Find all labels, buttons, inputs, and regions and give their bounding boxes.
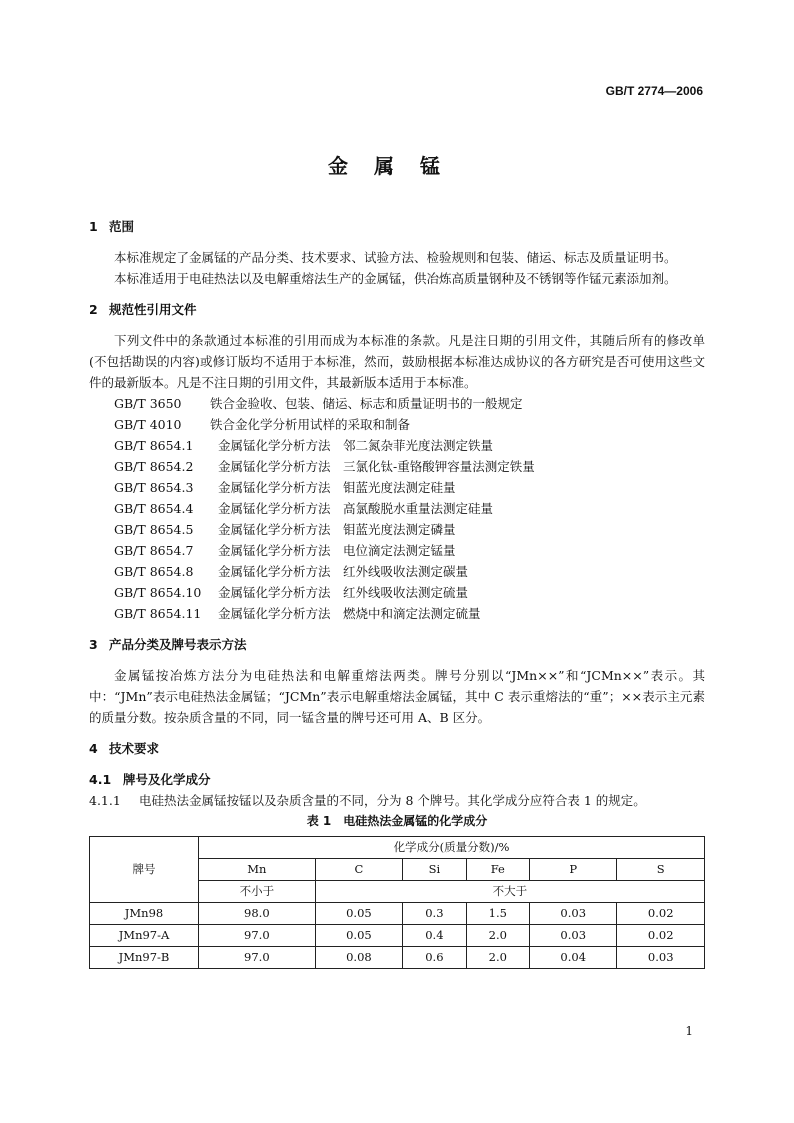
reference-code: GB/T 8654.10	[114, 585, 202, 600]
reference-title: 金属锰化学分析方法 邻二氮杂菲光度法测定铁量	[218, 438, 494, 453]
element-header: S	[617, 859, 705, 881]
clause-number: 4.1.1	[89, 793, 121, 808]
subsection-heading	[89, 769, 705, 790]
grade-cell: JMn97-B	[90, 947, 199, 969]
reference-code: GB/T 8654.1	[114, 438, 194, 453]
value-cell: 0.03	[530, 903, 617, 925]
value-cell: 2.0	[466, 925, 529, 947]
reference-item	[114, 477, 705, 498]
section-title: 范围	[109, 219, 135, 234]
reference-list	[89, 393, 705, 624]
reference-item	[114, 414, 705, 435]
reference-code: GB/T 8654.4	[114, 501, 194, 516]
section-title: 规范性引用文件	[109, 302, 197, 317]
element-header: Si	[403, 859, 466, 881]
section-number: 3	[89, 637, 98, 652]
reference-code: GB/T 8654.8	[114, 564, 194, 579]
document-body	[89, 216, 705, 969]
reference-item	[114, 519, 705, 540]
reference-item	[114, 603, 705, 624]
grade-cell: JMn97-A	[90, 925, 199, 947]
table-row	[90, 903, 705, 925]
value-cell: 2.0	[466, 947, 529, 969]
value-cell: 0.02	[617, 925, 705, 947]
reference-code: GB/T 8654.11	[114, 606, 202, 621]
document-title: 金属锰	[328, 154, 466, 178]
reference-item	[114, 498, 705, 519]
section-title: 技术要求	[109, 741, 160, 756]
table-row	[90, 925, 705, 947]
chemical-composition-table	[89, 836, 705, 969]
reference-item	[114, 435, 705, 456]
value-cell: 97.0	[199, 947, 316, 969]
value-cell: 0.05	[315, 903, 402, 925]
paragraph: 下列文件中的条款通过本标准的引用而成为本标准的条款。凡是注日期的引用文件，其随后所有的修改单(不包括勘误的内容)或修订版均不适用于本标准，然而，鼓励根据本标准达成协议的各方研究是否可使用这些文件的最新版本。凡是不注日期的引用文件，其最新版本适用于本标准。	[89, 333, 705, 390]
element-header: Fe	[466, 859, 529, 881]
paragraph: 本标准适用于电硅热法以及电解重熔法生产的金属锰，供冶炼高质量钢种及不锈钢等作锰元素添加剂。	[114, 271, 677, 286]
reference-item	[114, 456, 705, 477]
section-heading-classification	[89, 634, 705, 655]
value-cell: 0.03	[530, 925, 617, 947]
reference-code: GB/T 8654.3	[114, 480, 194, 495]
clause-text: 电硅热法金属锰按锰以及杂质含量的不同，分为 8 个牌号。其化学成分应符合表 1 的规定。	[139, 793, 646, 808]
section-title: 产品分类及牌号表示方法	[109, 637, 247, 652]
page-number: 1	[685, 1024, 693, 1038]
reference-code: GB/T 4010	[114, 417, 182, 432]
min-label: 不小于	[199, 881, 316, 903]
element-header: Mn	[199, 859, 316, 881]
composition-group-header: 化学成分(质量分数)/%	[199, 837, 705, 859]
value-cell: 1.5	[466, 903, 529, 925]
standard-number-header: GB/T 2774—2006	[605, 84, 703, 98]
value-cell: 0.08	[315, 947, 402, 969]
value-cell: 0.02	[617, 903, 705, 925]
value-cell: 0.04	[530, 947, 617, 969]
paragraph: 金属锰按冶炼方法分为电硅热法和电解重熔法两类。牌号分别以“JMn××”和“JCMn××”表示。其中：“JMn”表示电硅热法金属锰；“JCMn”表示电解重熔法金属锰，其中 C 表示重熔法的“重”；××表示主元素的质量分数。按杂质含量的不同，同一锰含量的牌号还可用 A、B 区分。	[89, 668, 705, 725]
section-heading-scope	[89, 216, 705, 237]
element-header: P	[530, 859, 617, 881]
value-cell: 0.6	[403, 947, 466, 969]
clause	[89, 790, 705, 811]
value-cell: 0.05	[315, 925, 402, 947]
section-heading-normative-references	[89, 299, 705, 320]
section-heading-technical-requirements	[89, 738, 705, 759]
reference-code: GB/T 8654.7	[114, 543, 194, 558]
table-caption: 表 1 电硅热法金属锰的化学成分	[306, 814, 488, 828]
grade-cell: JMn98	[90, 903, 199, 925]
reference-code: GB/T 8654.2	[114, 459, 194, 474]
reference-item	[114, 540, 705, 561]
reference-title: 金属锰化学分析方法 电位滴定法测定锰量	[218, 543, 456, 558]
section-number: 2	[89, 302, 98, 317]
reference-title: 铁合金验收、包装、储运、标志和质量证明书的一般规定	[210, 396, 523, 411]
value-cell: 97.0	[199, 925, 316, 947]
reference-title: 金属锰化学分析方法 钼蓝光度法测定硅量	[218, 480, 456, 495]
table-body	[90, 903, 705, 969]
reference-item	[114, 393, 705, 414]
section-number: 4	[89, 741, 98, 756]
reference-title: 金属锰化学分析方法 三氯化钛-重铬酸钾容量法测定铁量	[218, 459, 535, 474]
max-label: 不大于	[315, 881, 704, 903]
reference-title: 金属锰化学分析方法 高氯酸脱水重量法测定硅量	[218, 501, 494, 516]
value-cell: 0.03	[617, 947, 705, 969]
subsection-number: 4.1	[89, 772, 112, 787]
section-number: 1	[89, 219, 98, 234]
value-cell: 0.3	[403, 903, 466, 925]
value-cell: 98.0	[199, 903, 316, 925]
reference-item	[114, 561, 705, 582]
element-header: C	[315, 859, 402, 881]
reference-title: 金属锰化学分析方法 红外线吸收法测定碳量	[218, 564, 469, 579]
reference-code: GB/T 8654.5	[114, 522, 194, 537]
reference-title: 金属锰化学分析方法 红外线吸收法测定硫量	[218, 585, 469, 600]
subsection-title: 牌号及化学成分	[123, 772, 211, 787]
grade-header: 牌号	[90, 837, 199, 903]
reference-title: 铁合金化学分析用试样的采取和制备	[210, 417, 411, 432]
paragraph: 本标准规定了金属锰的产品分类、技术要求、试验方法、检验规则和包装、储运、标志及质量证明书。	[114, 250, 677, 265]
table-row	[90, 947, 705, 969]
reference-title: 金属锰化学分析方法 燃烧中和滴定法测定硫量	[218, 606, 481, 621]
reference-item	[114, 582, 705, 603]
reference-title: 金属锰化学分析方法 钼蓝光度法测定磷量	[218, 522, 456, 537]
value-cell: 0.4	[403, 925, 466, 947]
reference-code: GB/T 3650	[114, 396, 182, 411]
